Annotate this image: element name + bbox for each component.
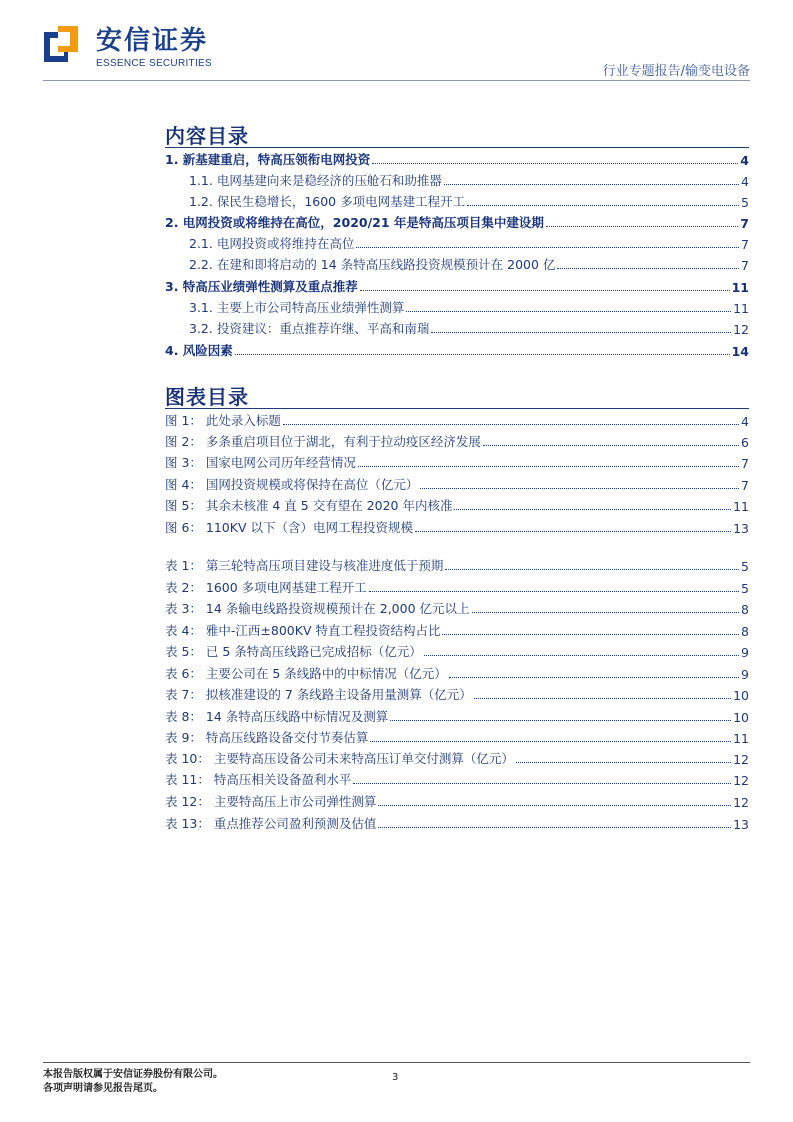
entry-label: 3.1. 主要上市公司特高压业绩弹性测算 — [189, 300, 405, 315]
toc-entry[interactable] — [165, 770, 749, 788]
toc-entry[interactable] — [165, 664, 749, 682]
toc-entry[interactable] — [165, 341, 749, 359]
entry-page-number: 9 — [741, 667, 749, 682]
entry-page-number: 12 — [733, 795, 749, 810]
dot-leader — [472, 612, 740, 613]
footer-note: 各项声明请参见报告尾页。 — [43, 1083, 163, 1094]
entry-label: 图 3： 国家电网公司历年经营情况 — [165, 455, 356, 470]
entry-page-number: 11 — [733, 301, 749, 316]
entry-page-number: 12 — [733, 752, 749, 767]
entry-page-number: 11 — [733, 499, 749, 514]
entry-label: 表 5： 已 5 条特高压线路已完成招标（亿元） — [165, 644, 422, 659]
entry-label: 图 1： 此处录入标题 — [165, 413, 281, 428]
toc-entry[interactable] — [165, 599, 749, 617]
entry-label: 1.1. 电网基建向来是稳经济的压舱石和助推器 — [189, 173, 442, 188]
toc-entry[interactable] — [165, 411, 749, 429]
toc-entry[interactable] — [165, 749, 749, 767]
toc-entry[interactable] — [165, 453, 749, 471]
dot-leader — [442, 634, 739, 635]
entry-label: 表 3： 14 条输电线路投资规模预计在 2,000 亿元以上 — [165, 601, 470, 616]
toc-entry[interactable] — [165, 814, 749, 832]
entry-label: 2. 电网投资或将维持在高位，2020/21 年是特高压项目集中建设期 — [165, 215, 544, 230]
toc-entry[interactable] — [165, 432, 749, 450]
dot-leader — [546, 226, 738, 227]
dot-leader — [415, 531, 731, 532]
dot-leader — [360, 290, 730, 291]
dot-leader — [372, 163, 738, 164]
toc-entry[interactable] — [189, 234, 749, 252]
entry-page-number: 7 — [741, 237, 749, 252]
entry-label: 4. 风险因素 — [165, 343, 233, 358]
dot-leader — [449, 677, 739, 678]
dot-leader — [353, 783, 731, 784]
entry-label: 1. 新基建重启，特高压领衔电网投资 — [165, 152, 371, 167]
toc-entry[interactable] — [189, 255, 749, 273]
toc-entry[interactable] — [189, 192, 749, 210]
dot-leader — [516, 762, 731, 763]
toc-entry[interactable] — [165, 578, 749, 596]
entry-label: 表 10： 主要特高压设备公司未来特高压订单交付测算（亿元） — [165, 751, 514, 766]
entry-page-number: 7 — [741, 258, 749, 273]
dot-leader — [369, 591, 739, 592]
toc-entry[interactable] — [165, 475, 749, 493]
entry-label: 表 7： 拟核准建设的 7 条线路主设备用量测算（亿元） — [165, 687, 472, 702]
entry-page-number: 7 — [741, 478, 749, 493]
entry-page-number: 12 — [733, 322, 749, 337]
toc-entry[interactable] — [165, 518, 749, 536]
dot-leader — [424, 655, 739, 656]
entry-label: 表 9： 特高压线路设备交付节奏估算 — [165, 730, 369, 745]
entry-label: 3. 特高压业绩弹性测算及重点推荐 — [165, 279, 358, 294]
toc-entry[interactable] — [165, 556, 749, 574]
dot-leader — [445, 569, 739, 570]
entry-label: 2.2. 在建和即将启动的 14 条特高压线路投资规模预计在 2000 亿 — [189, 257, 556, 272]
toc-entry[interactable] — [189, 298, 749, 316]
footer-disclaimer — [43, 1068, 223, 1096]
footer-copyright: 本报告版权属于安信证券股份有限公司。 — [43, 1069, 223, 1080]
entry-page-number: 5 — [741, 195, 749, 210]
page-header — [0, 0, 793, 80]
toc-entry[interactable] — [165, 728, 749, 746]
toc-entry[interactable] — [165, 277, 749, 295]
entry-label: 表 6： 主要公司在 5 条线路中的中标情况（亿元） — [165, 666, 447, 681]
dot-leader — [420, 488, 739, 489]
entry-page-number: 7 — [740, 216, 749, 231]
toc-entry[interactable] — [165, 792, 749, 810]
page-number: 3 — [392, 1072, 399, 1083]
header-divider — [43, 80, 750, 81]
entry-page-number: 4 — [741, 414, 749, 429]
toc-entry[interactable] — [165, 621, 749, 639]
dot-leader — [235, 354, 730, 355]
entry-page-number: 10 — [733, 688, 749, 703]
entry-label: 表 2： 1600 多项电网基建工程开工 — [165, 580, 367, 595]
dot-leader — [454, 509, 731, 510]
dot-leader — [444, 184, 739, 185]
toc-entry[interactable] — [165, 685, 749, 703]
dot-leader — [283, 424, 739, 425]
entry-label: 表 1： 第三轮特高压项目建设与核准进度低于预期 — [165, 558, 444, 573]
dot-leader — [378, 805, 731, 806]
entry-label: 图 6： 110KV 以下（含）电网工程投资规模 — [165, 520, 413, 535]
entry-page-number: 4 — [741, 174, 749, 189]
entry-page-number: 5 — [741, 581, 749, 596]
toc-entry[interactable] — [165, 642, 749, 660]
toc-entry[interactable] — [189, 171, 749, 189]
dot-leader — [356, 247, 739, 248]
toc-title: 内容目录 — [165, 124, 249, 148]
entry-page-number: 11 — [731, 280, 749, 295]
entry-page-number: 14 — [731, 344, 749, 359]
footer-divider — [43, 1062, 750, 1063]
dot-leader — [390, 720, 731, 721]
entry-label: 2.1. 电网投资或将维持在高位 — [189, 236, 355, 251]
entry-page-number: 13 — [733, 521, 749, 536]
essence-logo-icon — [44, 26, 82, 64]
toc-entry[interactable] — [165, 707, 749, 725]
entry-page-number: 12 — [733, 773, 749, 788]
entry-label: 表 8： 14 条特高压线路中标情况及测算 — [165, 709, 389, 724]
dot-leader — [474, 698, 731, 699]
entry-page-number: 8 — [741, 624, 749, 639]
entry-page-number: 8 — [741, 602, 749, 617]
toc-entry[interactable] — [165, 496, 749, 514]
dot-leader — [406, 311, 731, 312]
toc-entry[interactable] — [165, 150, 749, 168]
entry-page-number: 5 — [741, 559, 749, 574]
entry-page-number: 9 — [741, 645, 749, 660]
dot-leader — [467, 205, 739, 206]
brand-name-en: ESSENCE SECURITIES — [96, 58, 212, 69]
entry-label: 图 5： 其余未核准 4 直 5 交有望在 2020 年内核准 — [165, 498, 453, 513]
entry-label: 1.2. 保民生稳增长，1600 多项电网基建工程开工 — [189, 194, 466, 209]
entry-page-number: 11 — [733, 731, 749, 746]
entry-label: 表 4： 雅中-江西±800KV 特直工程投资结构占比 — [165, 623, 441, 638]
entry-page-number: 4 — [740, 153, 749, 168]
dot-leader — [370, 741, 731, 742]
brand-name-cn: 安信证券 — [96, 26, 209, 56]
toc-title-rule — [165, 147, 749, 148]
dot-leader — [483, 445, 739, 446]
entry-page-number: 6 — [741, 435, 749, 450]
entry-page-number: 13 — [733, 817, 749, 832]
entry-label: 图 2： 多条重启项目位于湖北，有利于拉动疫区经济发展 — [165, 434, 481, 449]
toc-entry[interactable] — [165, 213, 749, 231]
entry-label: 图 4： 国网投资规模或将保持在高位（亿元） — [165, 477, 419, 492]
dot-leader — [358, 466, 739, 467]
report-category: 行业专题报告/输变电设备 — [602, 64, 750, 79]
entry-page-number: 7 — [741, 456, 749, 471]
dot-leader — [378, 827, 731, 828]
entry-label: 表 12： 主要特高压上市公司弹性测算 — [165, 794, 377, 809]
entry-label: 表 13： 重点推荐公司盈利预测及估值 — [165, 816, 377, 831]
figures-title: 图表目录 — [165, 385, 249, 409]
dot-leader — [557, 268, 739, 269]
entry-page-number: 10 — [733, 710, 749, 725]
figures-title-rule — [165, 408, 749, 409]
dot-leader — [431, 332, 731, 333]
entry-label: 表 11： 特高压相关设备盈利水平 — [165, 772, 352, 787]
toc-entry[interactable] — [189, 319, 749, 337]
entry-label: 3.2. 投资建议：重点推荐许继、平高和南瑞 — [189, 321, 430, 336]
